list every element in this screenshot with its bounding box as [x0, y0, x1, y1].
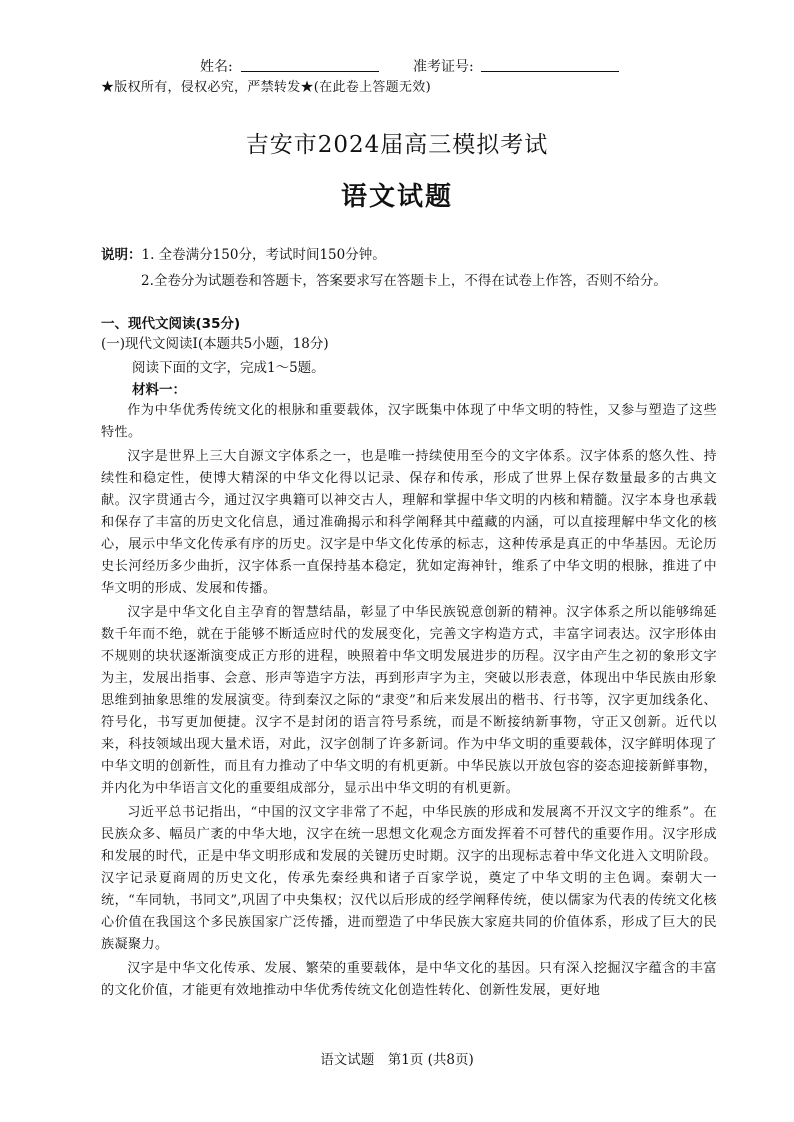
exam-id-field-line: [481, 71, 619, 72]
passage-paragraph: 作为中华优秀传统文化的根脉和重要载体，汉字既集中体现了中华文明的特性，又参与塑造了这些特性。: [101, 403, 717, 440]
passage-paragraph: 汉字是世界上三大自源文字体系之一，也是唯一持续使用至今的文字体系。汉字体系的悠久性、持续性和稳定性，使博大精深的中华文化得以记录、保存和传承，形成了世界上保存数量最多的古典文献。汉字贯通古今，通过汉字典籍可以神交古人，理解和掌握中华文明的内核和精髓。汉字本身也承载和保存了丰富的历史文化信息，通过准确揭示和科学阐释其中蕴藏的内涵，可以直接理解中华文化的核心，展示中华文化传承有序的历史。汉字是中华文化传承的标志，这种传承是真正的中华基因。无论历史长河经历多少曲折，汉字体系一直保持基本稳定，犹如定海神针，维系了中华文明的根脉，推进了中华文明的形成、发展和传播。: [101, 449, 717, 596]
passage-paragraph: 习近平总书记指出，“中国的汉文字非常了不起，中华民族的形成和发展离不开汉文字的维系”。在民族众多、幅员广袤的中华大地，汉字在统一思想文化观念方面发挥着不可替代的重要作用。汉字形成和发展的时代，正是中华文明形成和发展的关键历史时期。汉字的出现标志着中华文化进入文明阶段。汉字记录夏商周的历史文化，传承先秦经典和诸子百家学说，奠定了中华文明的主色调。秦朝大一统，“车同轨，书同文”,巩固了中央集权；汉代以后形成的经学阐释传统，使以儒家为代表的传统文化核心价值在我国这个多民族国家广泛传播，进而塑造了中华民族大家庭共同的价值体系，形成了巨大的民族凝聚力。: [101, 805, 717, 952]
instructions-line-1: [101, 244, 386, 266]
section-heading: 一、现代文阅读(35分): [101, 316, 241, 332]
name-field-line: [241, 71, 379, 72]
instructions-item-2: 2.全卷分为试题卷和答题卡，答案要求写在答题卡上，不得在试卷上作答，否则不给分。: [141, 273, 667, 289]
instructions-item-1: 1. 全卷满分150分，考试时间150分钟。: [141, 247, 386, 263]
copyright-notice: ★版权所有，侵权必究，严禁转发★(在此卷上答题无效): [101, 80, 431, 95]
subsection-heading: (一)现代文阅读I(本题共5小题，18分): [101, 336, 329, 352]
reading-instruction: 阅读下面的文字，完成1～5题。: [132, 360, 325, 376]
exam-id-label: 准考证号:: [413, 59, 474, 75]
subject-title: 语文试题: [340, 182, 453, 212]
passage-paragraph: 汉字是中华文化自主孕育的智慧结晶，彰显了中华民族锐意创新的精神。汉字体系之所以能够绵延数千年而不绝，就在于能够不断适应时代的发展变化，完善文字构造方式，丰富字词表达。汉字形体由不规则的块状逐渐演变成正方形的进程，映照着中华文明发展进步的历程。汉字由产生之初的象形文字为主，发展出指事、会意、形声等造字方法，再到形声字为主，突破以形表意，体现出中华民族由形象思维到抽象思维的发展演变。待到秦汉之际的“隶变”和后来发展出的楷书、行书等，汉字更加线条化、符号化，书写更加便捷。汉字不是封闭的语言符号系统，而是不断接纳新事物，守正又创新。近代以来，科技领域出现大量术语，对此，汉字创制了许多新词。作为中华文明的重要载体，汉字鲜明体现了中华文明的创新性，而且有力推动了中华文明的有机更新。中华民族以开放包容的姿态迎接新鲜事物，并内化为中华语言文化的重要组成部分，显示出中华文明的有机更新。: [101, 605, 717, 796]
passage-paragraph: 汉字是中华文化传承、发展、繁荣的重要载体，是中华文化的基因。只有深入挖掘汉字蕴含的丰富的文化价值，才能更有效地推动中华优秀传统文化创造性转化、创新性发展，更好地: [101, 961, 717, 998]
name-label: 姓名:: [200, 59, 233, 75]
candidate-info-header: [0, 54, 794, 76]
material-label: 材料一：: [132, 382, 186, 398]
passage-body: [101, 400, 717, 1004]
page-footer: 语文试题 第1页 (共8页): [320, 1052, 474, 1068]
instructions-prefix: 说明：: [101, 247, 142, 263]
exam-title: 吉安市2024届高三模拟考试: [245, 132, 549, 158]
